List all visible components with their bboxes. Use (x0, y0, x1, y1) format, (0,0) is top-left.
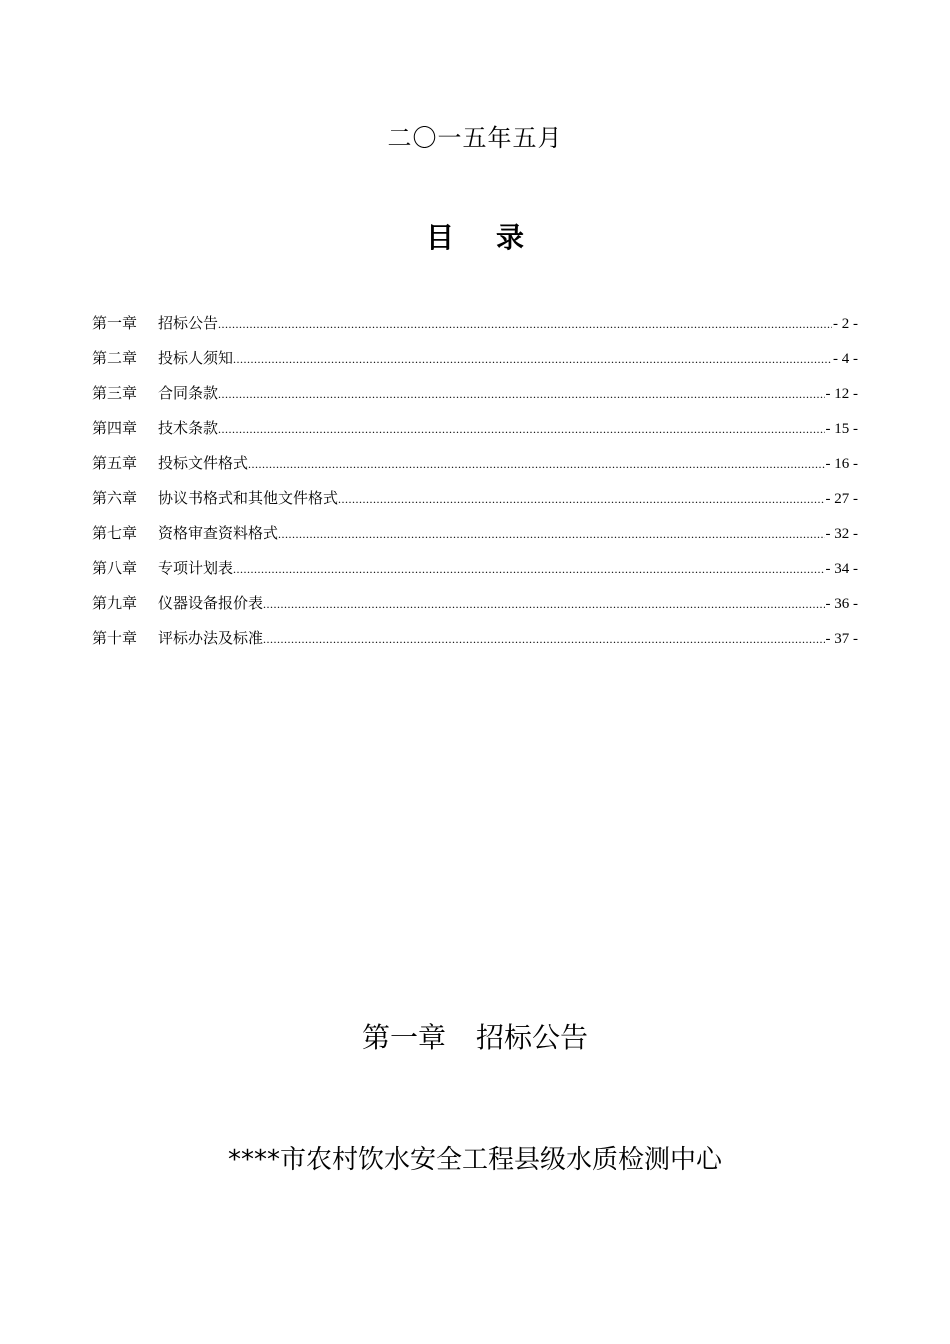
toc-page-number: - 15 - (825, 421, 858, 437)
toc-page-number: - 36 - (825, 596, 858, 612)
toc-page-number: - 4 - (833, 351, 858, 367)
toc-chapter-label: 第一章 (92, 314, 138, 332)
toc-entry-8[interactable] (92, 551, 858, 586)
toc-entry-name: 协议书格式和其他文件格式 (158, 489, 339, 507)
toc-entry-3[interactable] (92, 376, 858, 411)
toc-chapter-label: 第九章 (92, 594, 138, 612)
toc-chapter-label: 第八章 (92, 559, 138, 577)
toc-chapter-label: 第二章 (92, 349, 138, 367)
toc-entry-2[interactable] (92, 341, 858, 376)
chapter-number: 第一章 (361, 1021, 446, 1054)
toc-entry-name: 资格审查资料格式 (158, 524, 279, 542)
toc-dot-leader (263, 622, 824, 657)
table-of-contents (92, 306, 858, 656)
toc-chapter-label: 第三章 (92, 384, 138, 402)
toc-entry-name: 投标人须知 (158, 349, 234, 367)
chapter-title: 招标公告 (476, 1021, 589, 1054)
toc-entry-4[interactable] (92, 411, 858, 446)
toc-entry-7[interactable] (92, 516, 858, 551)
toc-page-number: - 32 - (825, 526, 858, 542)
toc-entry-name: 技术条款 (158, 419, 219, 437)
toc-page-number: - 16 - (825, 456, 858, 472)
toc-dot-leader (218, 377, 824, 412)
toc-chapter-label: 第五章 (92, 454, 138, 472)
toc-dot-leader (338, 482, 824, 517)
toc-entry-1[interactable] (92, 306, 858, 341)
chapter-heading (0, 1018, 950, 1058)
organization-title: ****市农村饮水安全工程县级水质检测中心 (227, 1145, 722, 1175)
toc-dot-leader (233, 342, 832, 377)
toc-chapter-label: 第十章 (92, 629, 138, 647)
toc-title (0, 218, 950, 258)
toc-page-number: - 12 - (825, 386, 858, 402)
toc-entry-name: 专项计划表 (158, 559, 234, 577)
toc-title-part1: 目 (425, 221, 454, 254)
toc-entry-name: 仪器设备报价表 (158, 594, 264, 612)
toc-entry-name: 评标办法及标准 (158, 629, 264, 647)
toc-dot-leader (278, 517, 824, 552)
toc-entry-9[interactable] (92, 586, 858, 621)
toc-chapter-label: 第六章 (92, 489, 138, 507)
toc-entry-name: 招标公告 (158, 314, 219, 332)
toc-entry-5[interactable] (92, 446, 858, 481)
toc-dot-leader (263, 587, 824, 622)
toc-dot-leader (218, 412, 824, 447)
toc-entry-10[interactable] (92, 621, 858, 656)
toc-dot-leader (233, 552, 824, 587)
toc-page-number: - 27 - (825, 491, 858, 507)
toc-entry-name: 合同条款 (158, 384, 219, 402)
toc-entry-name: 投标文件格式 (158, 454, 249, 472)
toc-title-part2: 录 (496, 221, 525, 254)
document-date: 二〇一五年五月 (387, 124, 563, 152)
toc-page-number: - 34 - (825, 561, 858, 577)
toc-entry-6[interactable] (92, 481, 858, 516)
toc-chapter-label: 第四章 (92, 419, 138, 437)
toc-page-number: - 37 - (825, 631, 858, 647)
toc-page-number: - 2 - (833, 316, 858, 332)
toc-dot-leader (248, 447, 824, 482)
toc-chapter-label: 第七章 (92, 524, 138, 542)
toc-dot-leader (218, 307, 832, 342)
